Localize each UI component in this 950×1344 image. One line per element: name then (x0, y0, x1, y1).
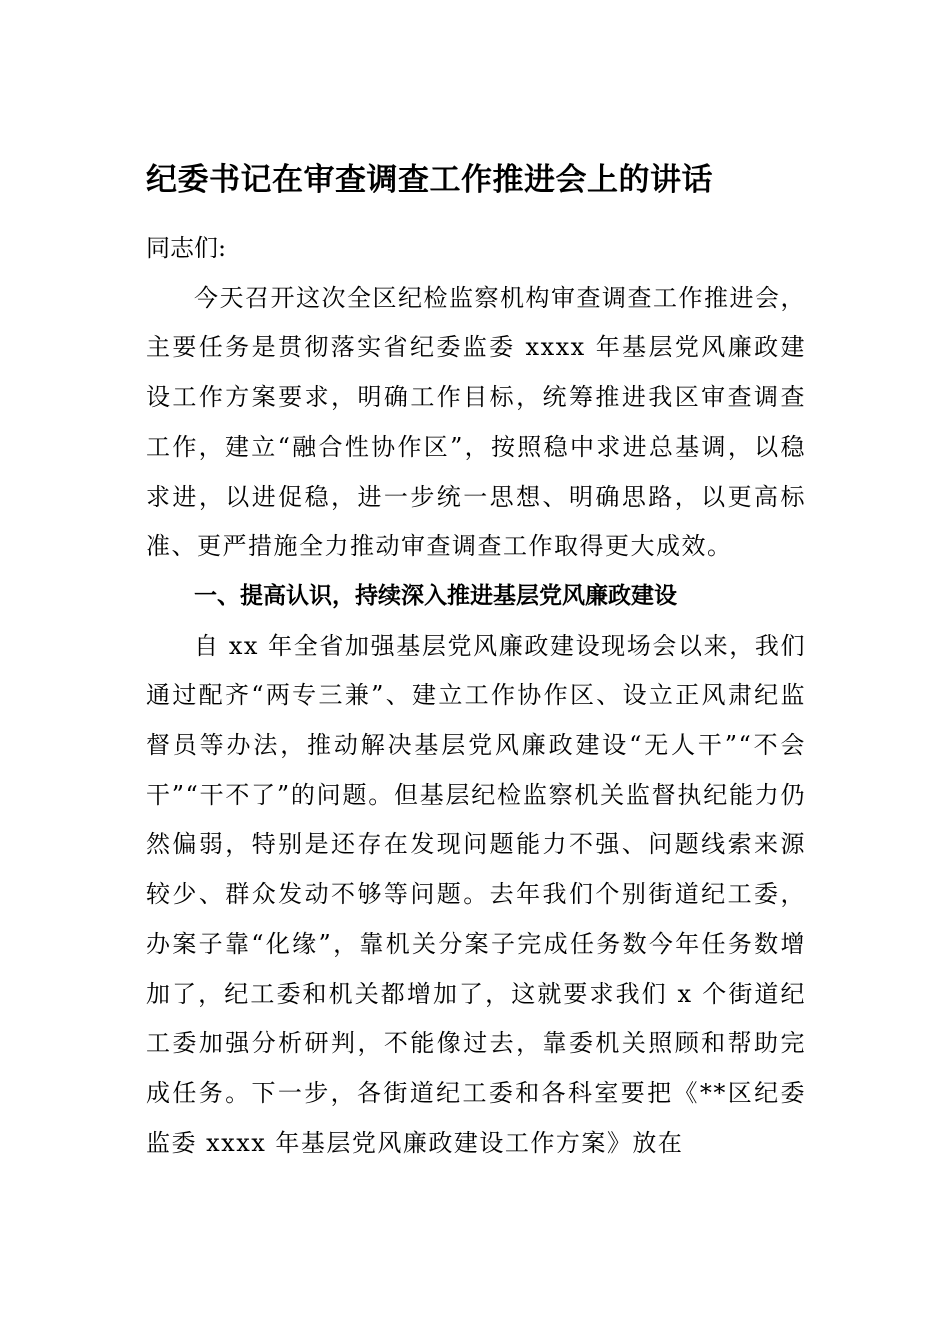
salutation: 同志们: (146, 234, 227, 262)
paragraph-section-1: 自 xx 年全省加强基层党风廉政建设现场会以来，我们通过配齐“两专三兼”、建立工作协作区、设立正风肃纪监督员等办法，推动解决基层党风廉政建设“无人干”“不会干”“干不了”的问题。但基层纪检监察机关监督执纪能力仍然偏弱，特别是还存在发现问题能力不强、问题线索来源较少、群众发动不够等问题。去年我们个别街道纪工委，办案子靠“化缘”，靠机关分案子完成任务数今年任务数增加了，纪工委和机关都增加了，这就要求我们 x 个街道纪工委加强分析研判，不能像过去，靠委机关照顾和帮助完成任务。下一步，各街道纪工委和各科室要把《**区纪委监委 xxxx 年基层党风廉政建设工作方案》放在 (146, 631, 806, 1157)
document-body (146, 224, 806, 1168)
paragraph-intro: 今天召开这次全区纪检监察机构审查调查工作推进会，主要任务是贯彻落实省纪委监委 xxxx 年基层党风廉政建设工作方案要求，明确工作目标，统筹推进我区审查调查工作，建立“融合性协作区”，按照稳中求进总基调，以稳求进，以进促稳，进一步统一思想、明确思路，以更高标准、更严措施全力推动审查调查工作取得更大成效。 (146, 283, 806, 561)
section-heading-1: 一、提高认识，持续深入推进基层党风廉政建设 (194, 582, 677, 609)
document-title: 纪委书记在审查调查工作推进会上的讲话 (146, 162, 713, 198)
